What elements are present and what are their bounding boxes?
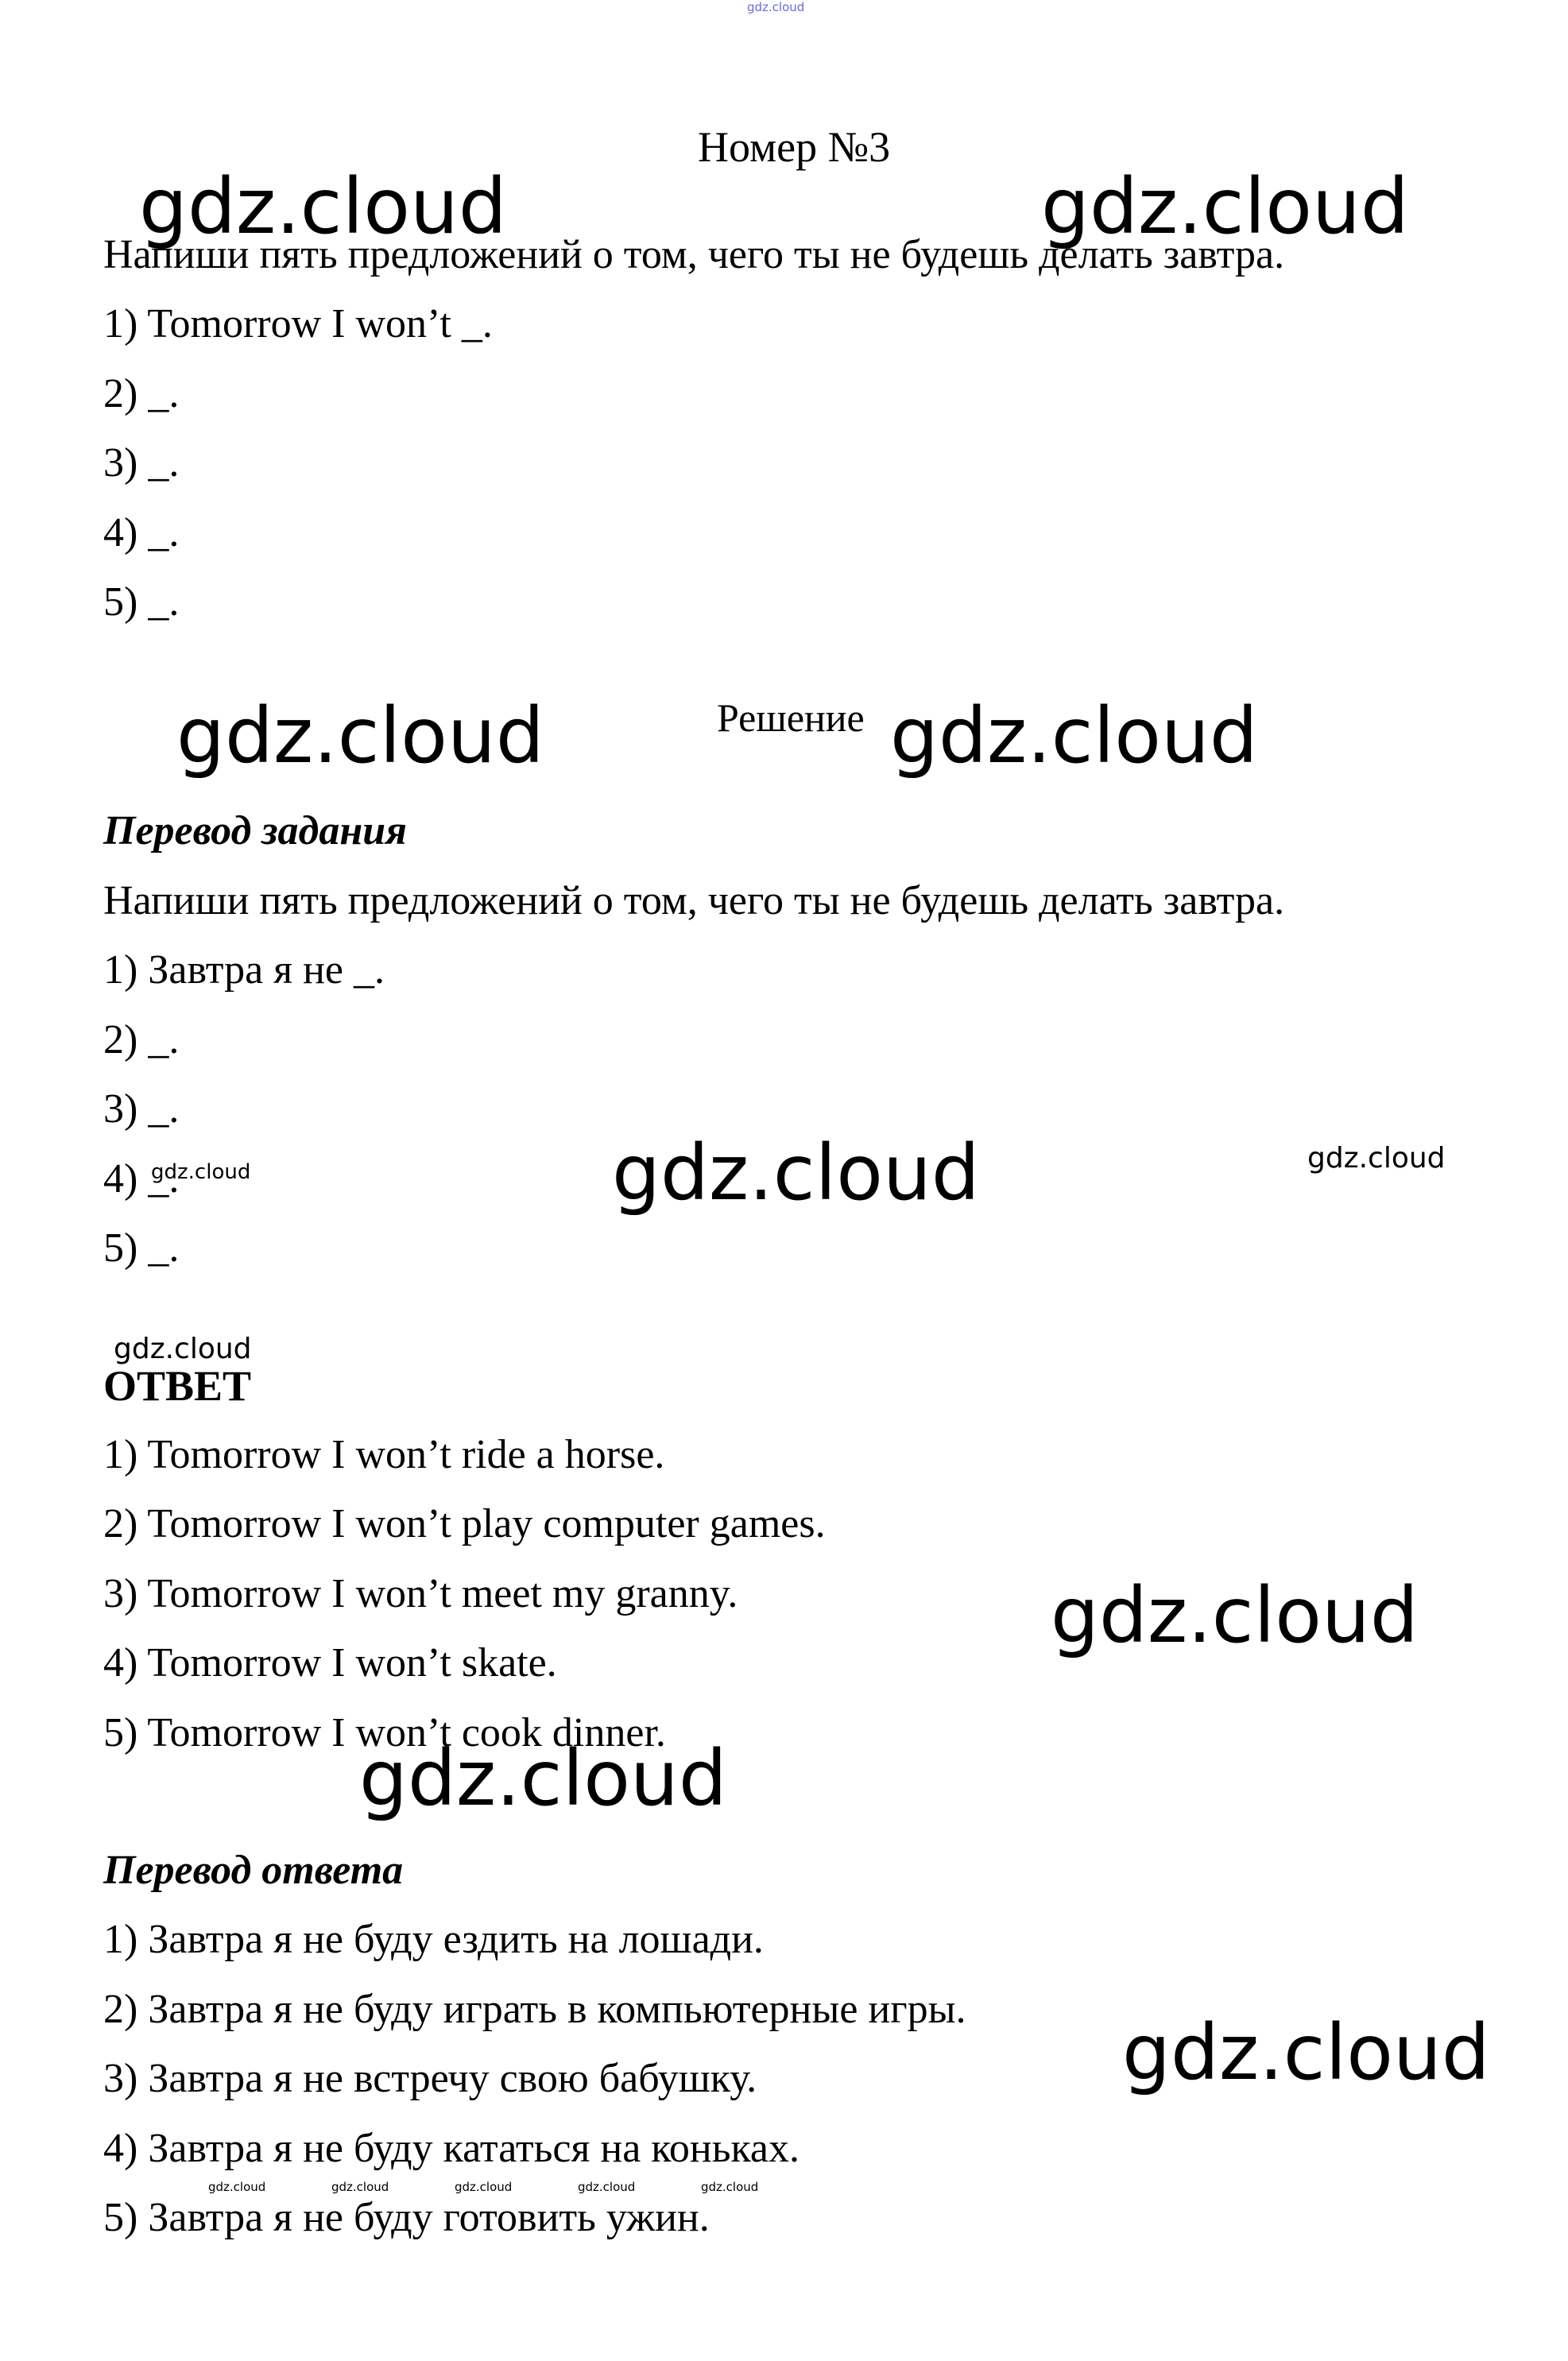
watermark: gdz.cloud [747,0,805,14]
watermark: gdz.cloud [455,2180,513,2194]
watermark: gdz.cloud [176,691,544,780]
watermark: gdz.cloud [890,691,1258,780]
task-translation-item-4: 4) _. [103,1156,180,1202]
watermark: gdz.cloud [1307,1142,1446,1175]
answer-translation-heading: Перевод ответа [103,1848,404,1893]
answer-translation-item-5: 5) Завтра я не буду готовить ужин. [103,2195,710,2240]
answer-item-4: 4) Tomorrow I won’t skate. [103,1640,557,1686]
watermark: gdz.cloud [612,1128,980,1217]
watermark: gdz.cloud [578,2180,636,2194]
answer-item-3: 3) Tomorrow I won’t meet my granny. [103,1571,738,1616]
page-title: Номер №3 [698,123,891,171]
solution-label: Решение [717,695,865,740]
task-translation-item-1: 1) Завтра я не _. [103,947,385,993]
watermark: gdz.cloud [1122,2008,1490,2097]
task-item-1: 1) Tomorrow I won’t _. [103,301,493,346]
watermark: gdz.cloud [701,2180,759,2194]
task-translation-item-2: 2) _. [103,1017,180,1062]
watermark: gdz.cloud [151,1160,251,1184]
watermark: gdz.cloud [331,2180,389,2194]
task-item-4: 4) _. [103,510,180,555]
watermark: gdz.cloud [1051,1571,1419,1660]
task-instruction: Напиши пять предложений о том, чего ты не будешь делать завтра. [103,232,1285,277]
task-item-2: 2) _. [103,371,180,416]
watermark: gdz.cloud [114,1333,252,1365]
answer-item-2: 2) Tomorrow I won’t play computer games. [103,1501,826,1546]
watermark: gdz.cloud [359,1734,727,1823]
answer-heading: ОТВЕТ [103,1362,252,1410]
task-translation-item-3: 3) _. [103,1086,180,1132]
answer-translation-item-1: 1) Завтра я не буду ездить на лошади. [103,1917,764,1962]
watermark: gdz.cloud [1041,162,1409,251]
answer-translation-item-2: 2) Завтра я не буду играть в компьютерные игры. [103,1987,966,2032]
task-translation-item-5: 5) _. [103,1225,180,1271]
task-translation-instruction: Напиши пять предложений о том, чего ты не будешь делать завтра. [103,878,1285,923]
watermark: gdz.cloud [208,2180,266,2194]
answer-translation-item-4: 4) Завтра я не буду кататься на коньках. [103,2126,800,2171]
task-item-3: 3) _. [103,440,180,486]
answer-translation-item-3: 3) Завтра я не встречу свою бабушку. [103,2056,757,2101]
task-translation-heading: Перевод задания [103,808,407,853]
answer-item-5: 5) Tomorrow I won’t cook dinner. [103,1710,666,1755]
answer-item-1: 1) Tomorrow I won’t ride a horse. [103,1432,665,1477]
task-item-5: 5) _. [103,579,180,625]
watermark: gdz.cloud [139,162,507,251]
